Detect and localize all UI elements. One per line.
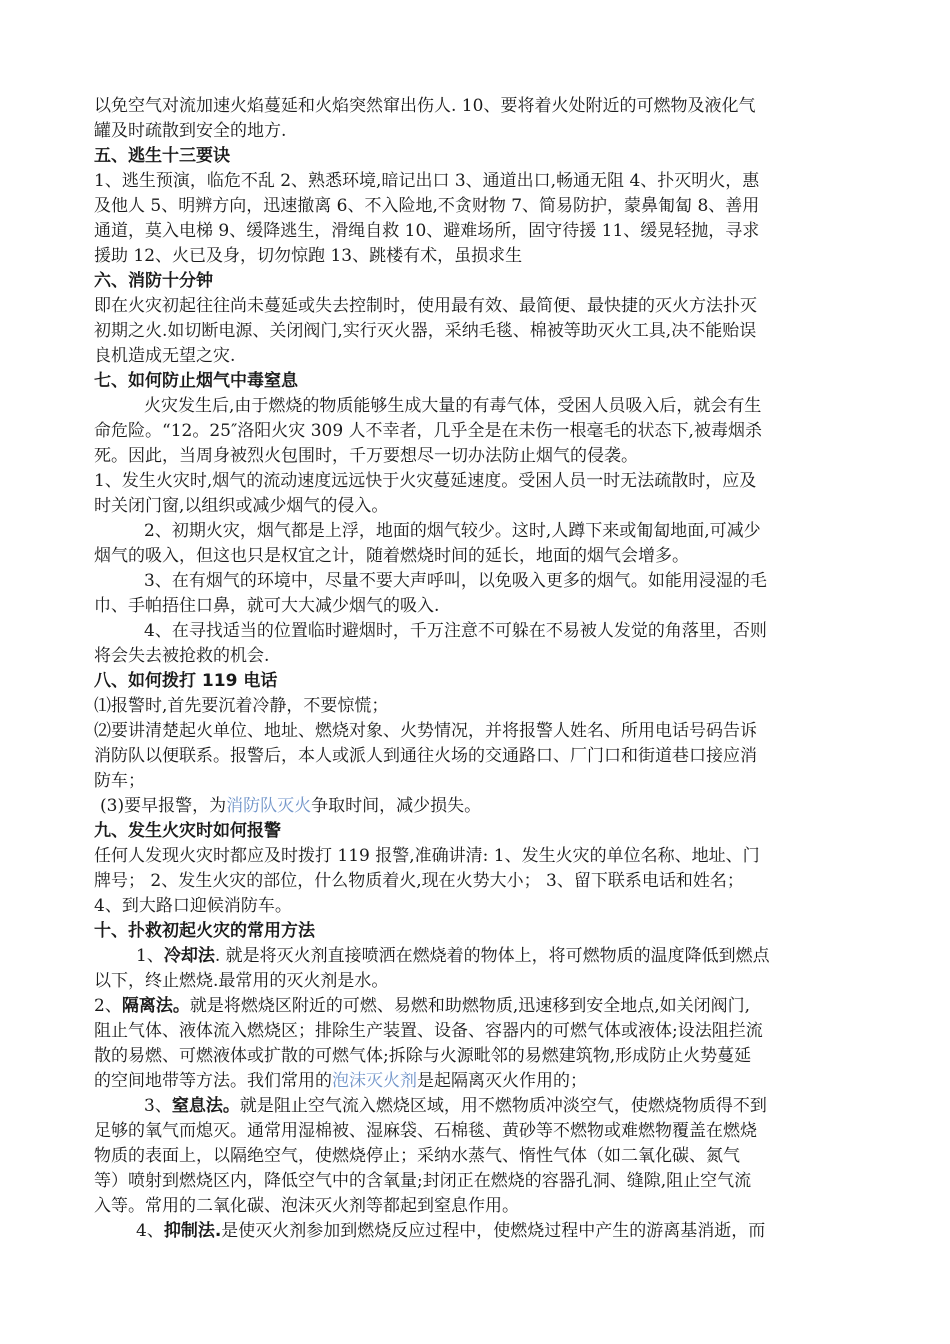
text-line: 时关闭门窗,以组织或减少烟气的侵入。: [94, 496, 389, 516]
term-inhibition: 抑制法.: [163, 1221, 222, 1241]
text-line: 等）喷射到燃烧区内，降低空气中的含氧量;封闭正在燃烧的容器孔洞、缝隙,阻止空气流: [94, 1171, 752, 1191]
text-line: 援助 12、火已及身，切勿惊跑 13、跳楼有术，虽损求生: [94, 246, 523, 266]
text-line: 初期之火.如切断电源、关闭阀门,实行灭火器，采纳毛毯、棉被等助灭火工具,决不能贻误: [94, 321, 757, 341]
text-span: (3)要早报警，为: [100, 796, 227, 816]
text-line: 足够的氧气而熄灭。通常用湿棉被、湿麻袋、石棉毯、黄砂等不燃物或难燃物覆盖在燃烧: [94, 1121, 757, 1141]
text-line: 死。因此，当周身被烈火包围时，千万要想尽一切办法防止烟气的侵袭。: [94, 446, 638, 466]
text-line: 物质的表面上，以隔绝空气，使燃烧停止；采纳水蒸气、惰性气体（如二氧化碳、氮气: [94, 1146, 740, 1166]
text-span: 1、: [136, 946, 164, 966]
text-line: 即在火灾初起往往尚未蔓延或失去控制时，使用最有效、最简便、最快捷的灭火方法扑灭: [94, 296, 757, 316]
text-line: [94, 1094, 856, 1119]
section-heading: 十、扑救初起火灾的常用方法: [94, 921, 315, 941]
text-line: 散的易燃、可燃液体或扩散的可燃气体;拆除与火源毗邻的易燃建筑物,形成防止火势蔓延: [94, 1046, 752, 1066]
text-line: 以免空气对流加速火焰蔓延和火焰突然窜出伤人. 10、要将着火处附近的可燃物及液化气: [94, 96, 756, 116]
text-line: [94, 994, 856, 1019]
text-line: [94, 1069, 856, 1094]
text-line: 通道，莫入电梯 9、缓降逃生，滑绳自救 10、避难场所，固守待援 11、缓晃轻抛，寻求: [94, 221, 760, 241]
term-cooling: 冷却法: [163, 946, 215, 966]
section-heading: 七、如何防止烟气中毒窒息: [94, 371, 298, 391]
text-line: [94, 944, 856, 969]
text-line: ⑴报警时,首先要沉着冷静，不要惊慌；: [94, 696, 389, 716]
text-span: 2、: [94, 996, 122, 1016]
text-line: 2、初期火灾，烟气都是上浮，地面的烟气较少。这时,人蹲下来或匍匐地面,可减少: [144, 521, 761, 541]
text-line: 3、在有烟气的环境中，尽量不要大声呼叫，以免吸入更多的烟气。如能用浸湿的毛: [144, 571, 767, 591]
text-line: 牌号； 2、发生火灾的部位，什么物质着火,现在火势大小； 3、留下联系电话和姓名；: [94, 871, 744, 891]
section-heading: 九、发生火灾时如何报警: [94, 821, 281, 841]
text-span: 就是阻止空气流入燃烧区域，用不燃物质冲淡空气，使燃烧物质得不到: [239, 1096, 767, 1116]
text-line: 入等。常用的二氧化碳、泡沫灭火剂等都起到窒息作用。: [94, 1196, 519, 1216]
text-line: 以下，终止燃烧.最常用的灭火剂是水。: [94, 971, 389, 991]
text-line: 防车；: [94, 771, 145, 791]
text-line: 罐及时疏散到安全的地方.: [94, 121, 287, 141]
text-line: ⑵要讲清楚起火单位、地址、燃烧对象、火势情况，并将报警人姓名、所用电话号码告诉: [94, 721, 757, 741]
text-span: 的空间地带等方法。我们常用的: [94, 1071, 332, 1091]
text-span: 是使灭火剂参加到燃烧反应过程中，使燃烧过程中产生的游离基消逝，而: [221, 1221, 766, 1241]
text-span: 争取时间，减少损失。: [311, 796, 482, 816]
text-line: 良机造成无望之灾.: [94, 346, 236, 366]
text-line: 4、在寻找适当的位置临时避烟时，千万注意不可躲在不易被人发觉的角落里，否则: [144, 621, 767, 641]
text-line: 巾、手帕捂住口鼻，就可大大减少烟气的吸入.: [94, 596, 440, 616]
text-line: 1、发生火灾时,烟气的流动速度远远快于火灾蔓延速度。受困人员一时无法疏散时，应及: [94, 471, 757, 491]
section-heading: 五、逃生十三要诀: [94, 146, 230, 166]
text-line: 命危险。“12。25″洛阳火灾 309 人不幸者，几乎全是在未伤一根毫毛的状态下,被毒烟杀: [94, 421, 762, 441]
text-line: 将会失去被抢救的机会.: [94, 646, 270, 666]
text-span: 是起隔离灭火作用的；: [417, 1071, 587, 1091]
section-heading: 六、消防十分钟: [94, 271, 213, 291]
text-span: . 就是将灭火剂直接喷洒在燃烧着的物体上，将可燃物质的温度降低到燃点: [214, 946, 770, 966]
term-suffocation: 窒息法。: [171, 1096, 240, 1116]
text-line: 4、到大路口迎候消防车。: [94, 896, 292, 916]
text-span: 3、: [144, 1096, 172, 1116]
section-heading: 八、如何拨打 119 电话: [94, 671, 278, 691]
text-span: 就是将燃烧区附近的可燃、易燃和助燃物质,迅速移到安全地点,如关闭阀门,: [189, 996, 751, 1016]
text-line: 任何人发现火灾时都应及时拨打 119 报警,准确讲清: 1、发生火灾的单位名称、地址、门: [94, 846, 760, 866]
document-page: [94, 94, 856, 1244]
text-line: 及他人 5、明辨方向，迅速撤离 6、不入险地,不贪财物 7、简易防护，蒙鼻匍匐 8、善用: [94, 196, 760, 216]
text-span: 4、: [136, 1221, 164, 1241]
text-line: [94, 1219, 856, 1244]
fire-brigade-link[interactable]: 消防队灭火: [226, 796, 312, 816]
term-isolation: 隔离法。: [121, 996, 190, 1016]
text-line: 火灾发生后,由于燃烧的物质能够生成大量的有毒气体，受困人员吸入后，就会有生: [144, 396, 762, 416]
text-line: 消防队以便联系。报警后，本人或派人到通往火场的交通路口、厂门口和街道巷口接应消: [94, 746, 757, 766]
text-line: 1、逃生预演，临危不乱 2、熟悉环境,暗记出口 3、通道出口,畅通无阻 4、扑灭明火，惠: [94, 171, 760, 191]
text-line: 烟气的吸入，但这也只是权宜之计，随着燃烧时间的延长，地面的烟气会增多。: [94, 546, 689, 566]
text-line: 阻止气体、液体流入燃烧区；排除生产装置、设备、容器内的可燃气体或液体;设法阻拦流: [94, 1021, 763, 1041]
text-line: [94, 794, 856, 819]
foam-extinguisher-link[interactable]: 泡沫灭火剂: [332, 1071, 417, 1091]
